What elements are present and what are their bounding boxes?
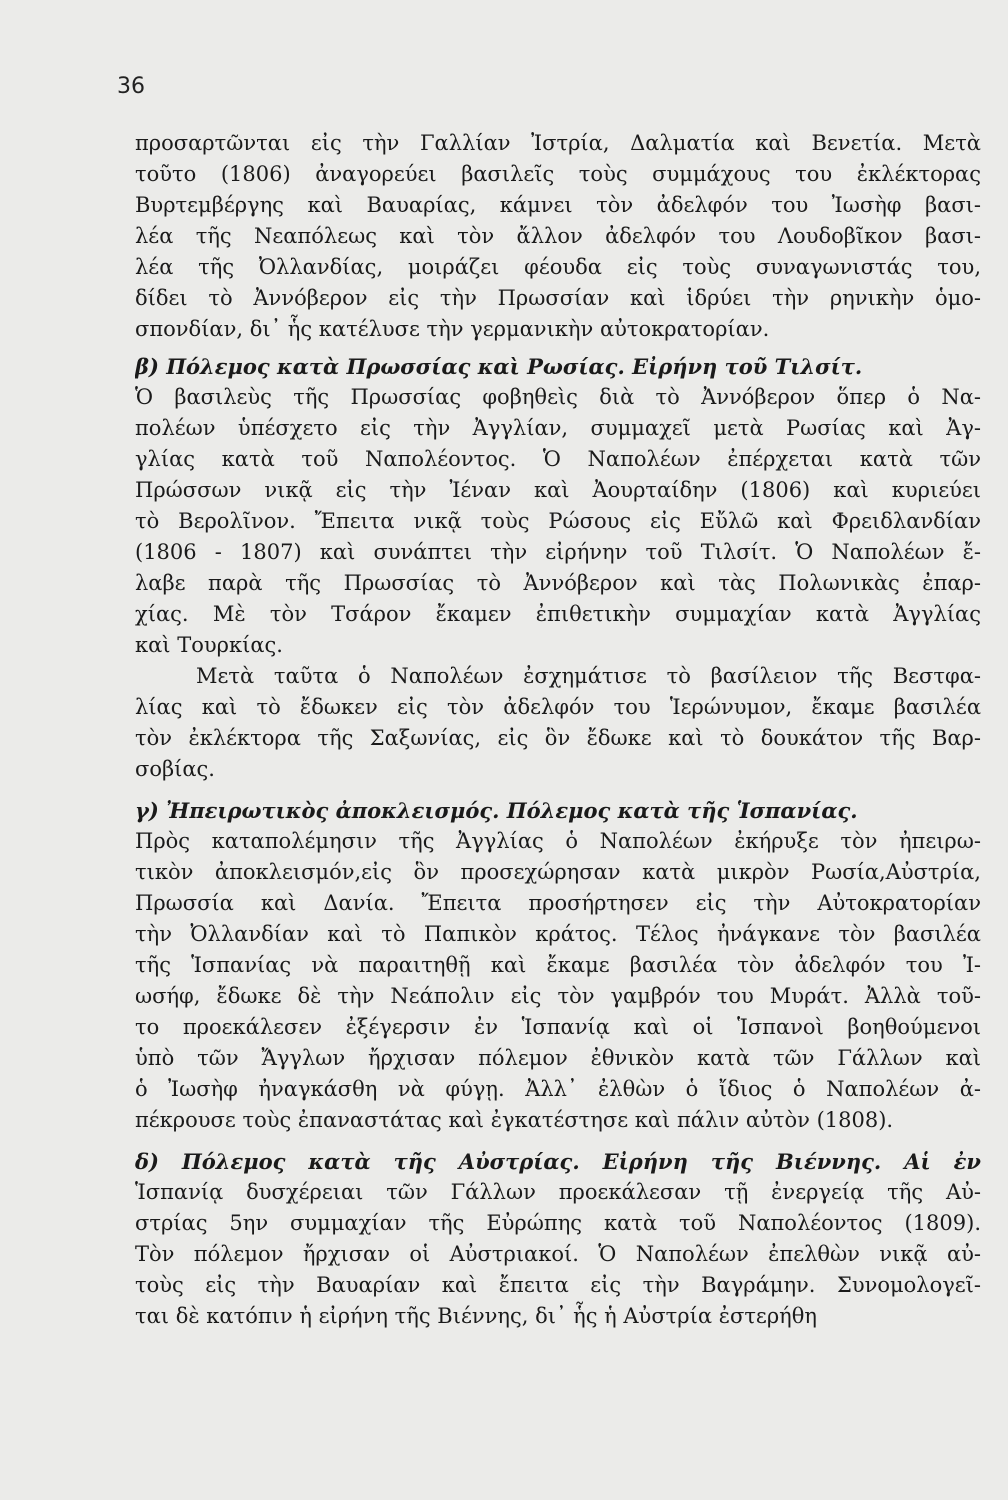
text-line: λέα τῆς Νεαπόλεως καὶ τὸν ἄλλον ἀδελφόν του Λουδοβῖκον βασι- (135, 224, 981, 248)
section-heading: δ) Πόλεμος κατὰ τῆς Αὐστρίας. Εἰρήνη τῆς Βιέννης. Αἱ ἐν (135, 1149, 981, 1174)
text-line: τὸν ἐκλέκτορα τῆς Σαξωνίας, εἰς ὃν ἔδωκε καὶ τὸ δουκάτον τῆς Βαρ- (135, 726, 981, 750)
text-line: ωσήφ, ἔδωκε δὲ τὴν Νεάπολιν εἰς τὸν γαμβρόν του Μυράτ. Ἀλλὰ τοῦ- (135, 984, 981, 1008)
text-line: ὑπὸ τῶν Ἄγγλων ἤρχισαν πόλεμον ἐθνικὸν κατὰ τῶν Γάλλων καὶ (135, 1046, 981, 1070)
text-line: ὁ Ἰωσὴφ ἠναγκάσθη νὰ φύγῃ. Ἀλλ᾿ ἐλθὼν ὁ ἴδιος ὁ Ναπολέων ἀ- (135, 1077, 981, 1101)
text-line: τὴν Ὀλλανδίαν καὶ τὸ Παπικὸν κράτος. Τέλος ἠνάγκανε τὸν βασιλέα (135, 922, 981, 946)
text-line: τικὸν ἀποκλεισμόν,εἰς ὃν προσεχώρησαν κατὰ μικρὸν Ρωσία,Αὐστρία, (135, 860, 981, 884)
text-line: τοὺς εἰς τὴν Βαυαρίαν καὶ ἔπειτα εἰς τὴν Βαγράμην. Συνομολογεῖ- (135, 1273, 981, 1297)
text-line: τοῦτο (1806) ἀναγορεύει βασιλεῖς τοὺς συμμάχους του ἐκλέκτορας (135, 162, 981, 186)
text-line: πολέων ὑπέσχετο εἰς τὴν Ἀγγλίαν, συμμαχεῖ μετὰ Ρωσίας καὶ Ἀγ- (135, 416, 981, 440)
text-line: σπονδίαν, δι᾿ ἧς κατέλυσε τὴν γερμανικὴν αὐτοκρατορίαν. (135, 317, 770, 341)
text-line: στρίας 5ην συμμαχίαν τῆς Εὐρώπης κατὰ τοῦ Ναπολέοντος (1809). (135, 1211, 981, 1235)
text-line: Τὸν πόλεμον ἤρχισαν οἱ Αὐστριακοί. Ὁ Ναπολέων ἐπελθὼν νικᾷ αὐ- (135, 1242, 981, 1266)
text-line: Πρὸς καταπολέμησιν τῆς Ἀγγλίας ὁ Ναπολέων ἐκήρυξε τὸν ἠπειρω- (135, 829, 981, 853)
text-line: λέα τῆς Ὀλλανδίας, μοιράζει φέουδα εἰς τοὺς συναγωνιστάς του, (135, 255, 981, 279)
text-line: προσαρτῶνται εἰς τὴν Γαλλίαν Ἰστρία, Δαλματία καὶ Βενετία. Μετὰ (135, 131, 981, 155)
text-line: τὸ Βερολῖνον. Ἔπειτα νικᾷ τοὺς Ρώσους εἰς Εὔλῶ καὶ Φρειδλανδίαν (135, 509, 981, 533)
text-line: Μετὰ ταῦτα ὁ Ναπολέων ἐσχημάτισε τὸ βασίλειον τῆς Βεστφα- (196, 664, 981, 688)
text-line: λίας καὶ τὸ ἔδωκεν εἰς τὸν ἀδελφόν του Ἱερώνυμον, ἔκαμε βασιλέα (135, 695, 981, 719)
text-line: χίας. Μὲ τὸν Τσάρον ἔκαμεν ἐπιθετικὴν συμμαχίαν κατὰ Ἀγγλίας (135, 602, 981, 626)
text-line: σοβίας. (135, 757, 215, 781)
text-line: πέκρουσε τοὺς ἐπαναστάτας καὶ ἐγκατέστησε καὶ πάλιν αὐτὸν (1808). (135, 1108, 894, 1132)
text-line: τῆς Ἱσπανίας νὰ παραιτηθῇ καὶ ἔκαμε βασιλέα τὸν ἀδελφόν του Ἰ- (135, 953, 981, 977)
section-heading: γ) Ἠπειρωτικὸς ἀποκλεισμός. Πόλεμος κατὰ τῆς Ἱσπανίας. (135, 798, 858, 823)
page-body-text (135, 128, 981, 1332)
page-number: 36 (117, 74, 145, 99)
text-line: (1806 - 1807) καὶ συνάπτει τὴν εἰρήνην τοῦ Τιλσίτ. Ὁ Ναπολέων ἔ- (135, 540, 981, 564)
text-line: ται δὲ κατόπιν ἡ εἰρήνη τῆς Βιέννης, δι᾿ ἧς ἡ Αὐστρία ἐστερήθη (135, 1304, 817, 1328)
text-line: Ὁ βασιλεὺς τῆς Πρωσσίας φοβηθεὶς διὰ τὸ Ἀννόβερον ὅπερ ὁ Να- (135, 385, 981, 409)
text-line: το προεκάλεσεν ἐξέγερσιν ἐν Ἱσπανίᾳ καὶ οἱ Ἱσπανοὶ βοηθούμενοι (135, 1015, 981, 1039)
text-line: γλίας κατὰ τοῦ Ναπολέοντος. Ὁ Ναπολέων ἐπέρχεται κατὰ τῶν (135, 447, 981, 471)
text-line: Ἱσπανίᾳ δυσχέρειαι τῶν Γάλλων προεκάλεσαν τῇ ἐνεργείᾳ τῆς Αὐ- (135, 1180, 981, 1204)
text-line: Πρωσσία καὶ Δανία. Ἔπειτα προσήρτησεν εἰς τὴν Αὐτοκρατορίαν (135, 891, 981, 915)
text-line: λαβε παρὰ τῆς Πρωσσίας τὸ Ἀννόβερον καὶ τὰς Πολωνικὰς ἐπαρ- (135, 571, 981, 595)
text-line: Βυρτεμβέργης καὶ Βαυαρίας, κάμνει τὸν ἀδελφόν του Ἰωσὴφ βασι- (135, 193, 981, 217)
text-line: Πρώσσων νικᾷ εἰς τὴν Ἰέναν καὶ Ἀουρταίδην (1806) καὶ κυριεύει (135, 478, 981, 502)
section-heading: β) Πόλεμος κατὰ Πρωσσίας καὶ Ρωσίας. Εἰρήνη τοῦ Τιλσίτ. (135, 354, 863, 379)
text-line: καὶ Τουρκίας. (135, 633, 283, 657)
text-line: δίδει τὸ Ἀννόβερον εἰς τὴν Πρωσσίαν καὶ ἱδρύει τὴν ρηνικὴν ὁμο- (135, 286, 981, 310)
